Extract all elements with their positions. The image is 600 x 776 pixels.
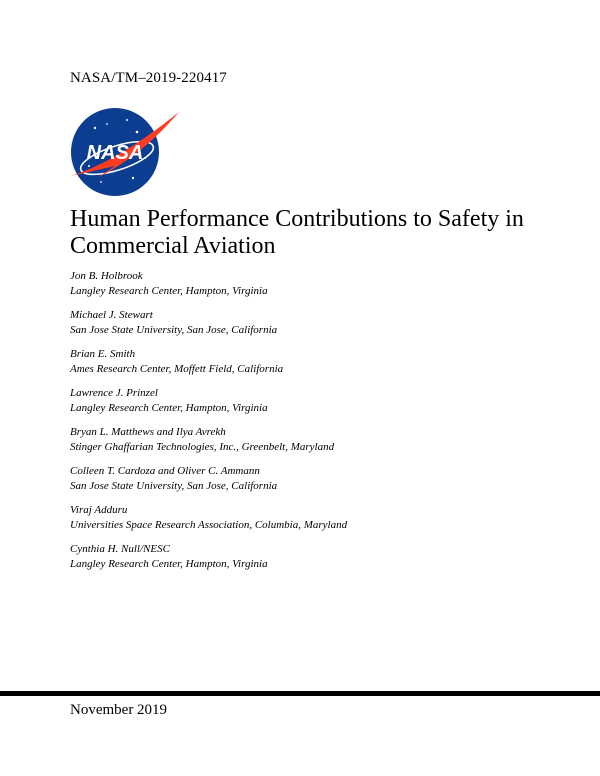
author-entry [70,347,550,386]
author-entry [70,386,550,425]
author-affiliation: San Jose State University, San Jose, California [70,324,278,336]
document-title: Human Performance Contributions to Safety in Commercial Aviation [70,206,524,259]
author-affiliation: Ames Research Center, Moffett Field, California [70,363,284,375]
author-name: Bryan L. Matthews and Ilya Avrekh [70,426,226,438]
author-name: Cynthia H. Null/NESC [70,543,170,555]
author-affiliation: Universities Space Research Association, Columbia, Maryland [70,519,348,531]
author-name: Lawrence J. Prinzel [70,387,158,399]
author-entry [70,425,550,464]
publication-date: November 2019 [70,702,168,718]
author-entry [70,503,550,542]
author-name: Brian E. Smith [70,348,136,360]
author-name: Jon B. Holbrook [70,270,143,282]
author-entry [70,464,550,503]
report-number: NASA/TM–2019-220417 [70,70,227,86]
author-name: Colleen T. Cardoza and Oliver C. Ammann [70,465,260,477]
author-name: Michael J. Stewart [70,309,153,321]
nasa-logo-text: NASA [86,142,144,164]
author-entry [70,542,550,581]
author-affiliation: Langley Research Center, Hampton, Virginia [70,402,268,414]
author-entry [70,269,550,308]
author-affiliation: San Jose State University, San Jose, California [70,480,278,492]
author-entry [70,308,550,347]
author-affiliation: Langley Research Center, Hampton, Virginia [70,285,268,297]
footer-divider [0,691,600,696]
nasa-logo-icon [67,106,181,198]
author-affiliation: Langley Research Center, Hampton, Virginia [70,558,268,570]
author-name: Viraj Adduru [70,504,128,516]
author-list [70,269,550,581]
author-affiliation: Stinger Ghaffarian Technologies, Inc., Greenbelt, Maryland [70,441,335,453]
